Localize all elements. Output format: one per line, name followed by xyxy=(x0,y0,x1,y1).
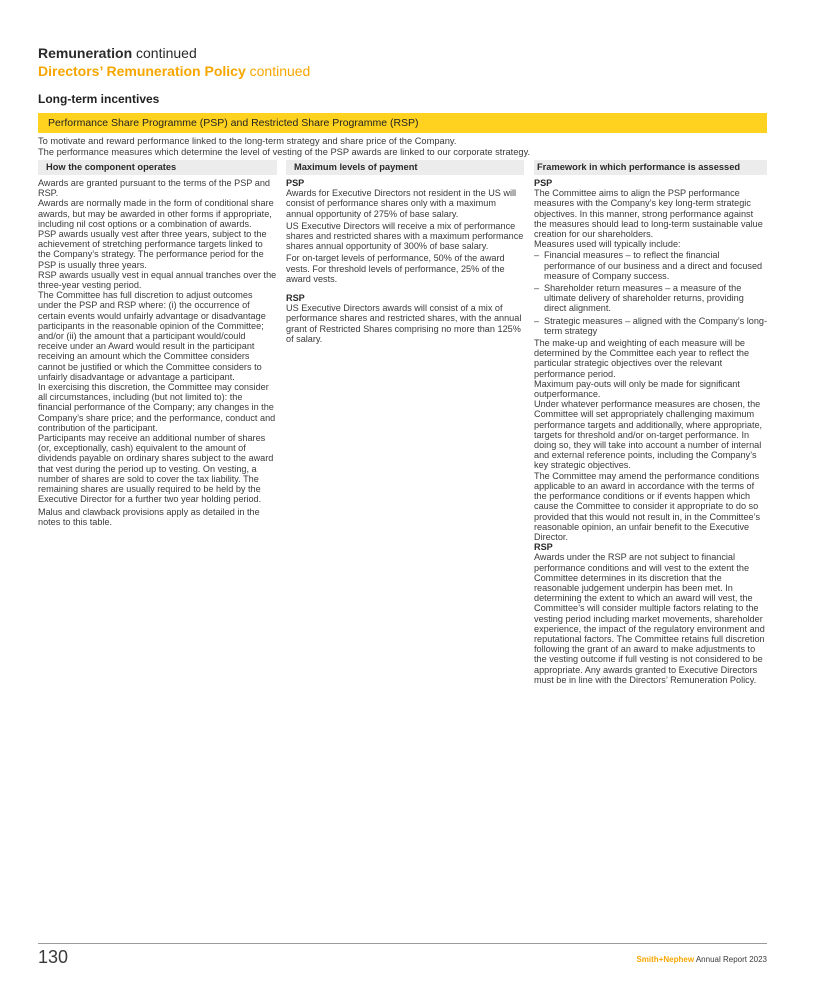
report-page xyxy=(38,44,767,685)
paragraph: Measures used will typically include: xyxy=(534,239,681,250)
column-maximum xyxy=(286,160,524,685)
list-item: – Strategic measures – aligned with the Company’s long-term strategy xyxy=(534,316,767,336)
section-title xyxy=(38,44,767,62)
paragraph: For on-target levels of performance, 50% of the award vests. For threshold levels of performance, 25% of the award vests. xyxy=(286,253,505,284)
paragraph: Awards are granted pursuant to the terms of the PSP and RSP. xyxy=(38,178,270,199)
subsection-title xyxy=(38,62,767,80)
column-operates xyxy=(38,160,277,685)
programme-banner: Performance Share Programme (PSP) and Restricted Share Programme (RSP) xyxy=(38,113,767,133)
paragraph: Maximum pay-outs will only be made for significant outperformance. xyxy=(534,378,740,400)
intro-text xyxy=(38,136,767,158)
list-item: – Shareholder return measures – a measure of the ultimate delivery of shareholder returns, providing direct alignment. xyxy=(534,283,767,314)
psp-heading: PSP xyxy=(286,178,305,188)
paragraph: The Committee aims to align the PSP performance measures with the Company’s key long-term strategic objectives. In this manner, strong performance against the measures should lead to long-term sustainable value creation for our shareholders. xyxy=(534,188,763,240)
column-header-operates: How the component operates xyxy=(38,160,277,175)
paragraph: In exercising this discretion, the Committee may consider all circumstances, including (but not limited to): the financial performance of the Company; any changes in the Company’s share price; and the performance, conduct and contribution of the participant. xyxy=(38,382,276,433)
paragraph: Awards are normally made in the form of conditional share awards, but may be awarded in other forms if appropriate, including nil cost options or a combination of awards. xyxy=(38,198,274,229)
paragraph: Malus and clawback provisions apply as detailed in the notes to this table. xyxy=(38,506,260,527)
paragraph: Under whatever performance measures are chosen, the Committee will set appropriately challenging maximum performance targets and additionally, where appropriate, targets for threshold and/or on-target performance. In doing so, they will take into account a number of internal and external reference points, including the Company’s key strategic objectives. xyxy=(534,399,763,471)
intro-line: To motivate and reward performance linked to the long-term strategy and share price of the Company. xyxy=(38,136,457,146)
subsection-title-suffix: continued xyxy=(245,63,311,79)
column-body-operates xyxy=(38,178,277,527)
intro-line: The performance measures which determine the level of vesting of the PSP awards are linked to our corporate strategy. xyxy=(38,147,531,157)
section-title-suffix: continued xyxy=(132,45,197,61)
subsection-title-bold: Directors’ Remuneration Policy xyxy=(38,63,246,79)
rsp-heading: RSP xyxy=(534,542,553,553)
column-body-framework xyxy=(534,178,767,685)
brand-name: Smith+Nephew xyxy=(636,955,695,964)
column-header-framework: Framework in which performance is assessed xyxy=(534,160,767,175)
paragraph: US Executive Directors awards will consist of a mix of performance shares and restricted shares, with the annual grant of Restricted Shares comprising no more than 125% of salary. xyxy=(286,303,522,344)
paragraph: The Committee has full discretion to adjust outcomes under the PSP and RSP where: (i) the occurrence of certain events would unfairly advantage or disadvantage participants in the reasonable opinion of the Committee; and/or (ii) the amount that a participant would/could receive under an Award would result in the participant receiving an amount which the Committee considers cannot be justified or which the Committee considers to unfairly disadvantage or advantage a participant. xyxy=(38,290,266,382)
paragraph: RSP awards usually vest in equal annual tranches over the three-year vesting period. xyxy=(38,269,277,291)
paragraph: The make-up and weighting of each measure will be determined by the Committee each year to reflect the particular strategic objectives over the relevant performance period. xyxy=(534,338,750,379)
footer-divider xyxy=(38,943,767,944)
report-title: Annual Report 2023 xyxy=(694,955,767,964)
paragraph: Awards for Executive Directors not resident in the US will consist of performance shares only with a maximum annual opportunity of 275% of base salary. xyxy=(286,188,517,219)
column-framework xyxy=(534,160,767,685)
paragraph: Awards under the RSP are not subject to financial performance conditions and will vest to the extent the Committee determines in its discretion that the reasonable judgement underpin has been met. In determining the extent to which an award will vest, the Committee’s will consider multiple factors relating to the vesting period including market movements, shareholder experience, the impact of the regulatory environment and reputational factors. The Committee retains full discretion following the grant of an award to make adjustments to the vesting outcome if full vesting is not considered to be appropriate. Any awards granted to Executive Directors must be in line with the Directors’ Remuneration Policy. xyxy=(534,552,765,685)
paragraph: US Executive Directors will receive a mix of performance shares and restricted shares with a maximum performance shares annual opportunity of 300% of base salary. xyxy=(286,220,524,252)
list-item: – Financial measures – to reflect the financial performance of our business and a direct and focused measure of Company success. xyxy=(534,250,767,281)
paragraph: The Committee may amend the performance conditions applicable to an award in accordance with the terms of the performance conditions or if events happen which cause the Committee to consider it appropriate to do so provided that this would not result in, in the Committee’s reasonable opinion, an unfair benefit to the Executive Director. xyxy=(534,470,761,542)
column-body-maximum xyxy=(286,178,524,344)
psp-heading: PSP xyxy=(534,178,553,188)
section-title-bold: Remuneration xyxy=(38,45,133,61)
paragraph: PSP awards usually vest after three years, subject to the achievement of stretching performance targets linked to the Company’s strategy. The performance period for the PSP is usually three years. xyxy=(38,229,267,270)
footer-report-label xyxy=(636,955,767,964)
paragraph: Participants may receive an additional number of shares (or, exceptionally, cash) equivalent to the amount of dividends payable on ordinary shares subject to the award that vest during the period up to vesting. On vesting, a number of shares are sold to cover the tax liability. The remaining shares are usually required to be held by the Executive Director for a further two year holding period. xyxy=(38,433,274,505)
rsp-heading: RSP xyxy=(286,293,305,304)
page-number: 130 xyxy=(38,947,69,967)
long-term-incentives-heading: Long-term incentives xyxy=(38,92,160,106)
policy-table xyxy=(38,160,767,685)
measures-list xyxy=(534,250,767,336)
column-header-maximum: Maximum levels of payment xyxy=(286,160,524,175)
